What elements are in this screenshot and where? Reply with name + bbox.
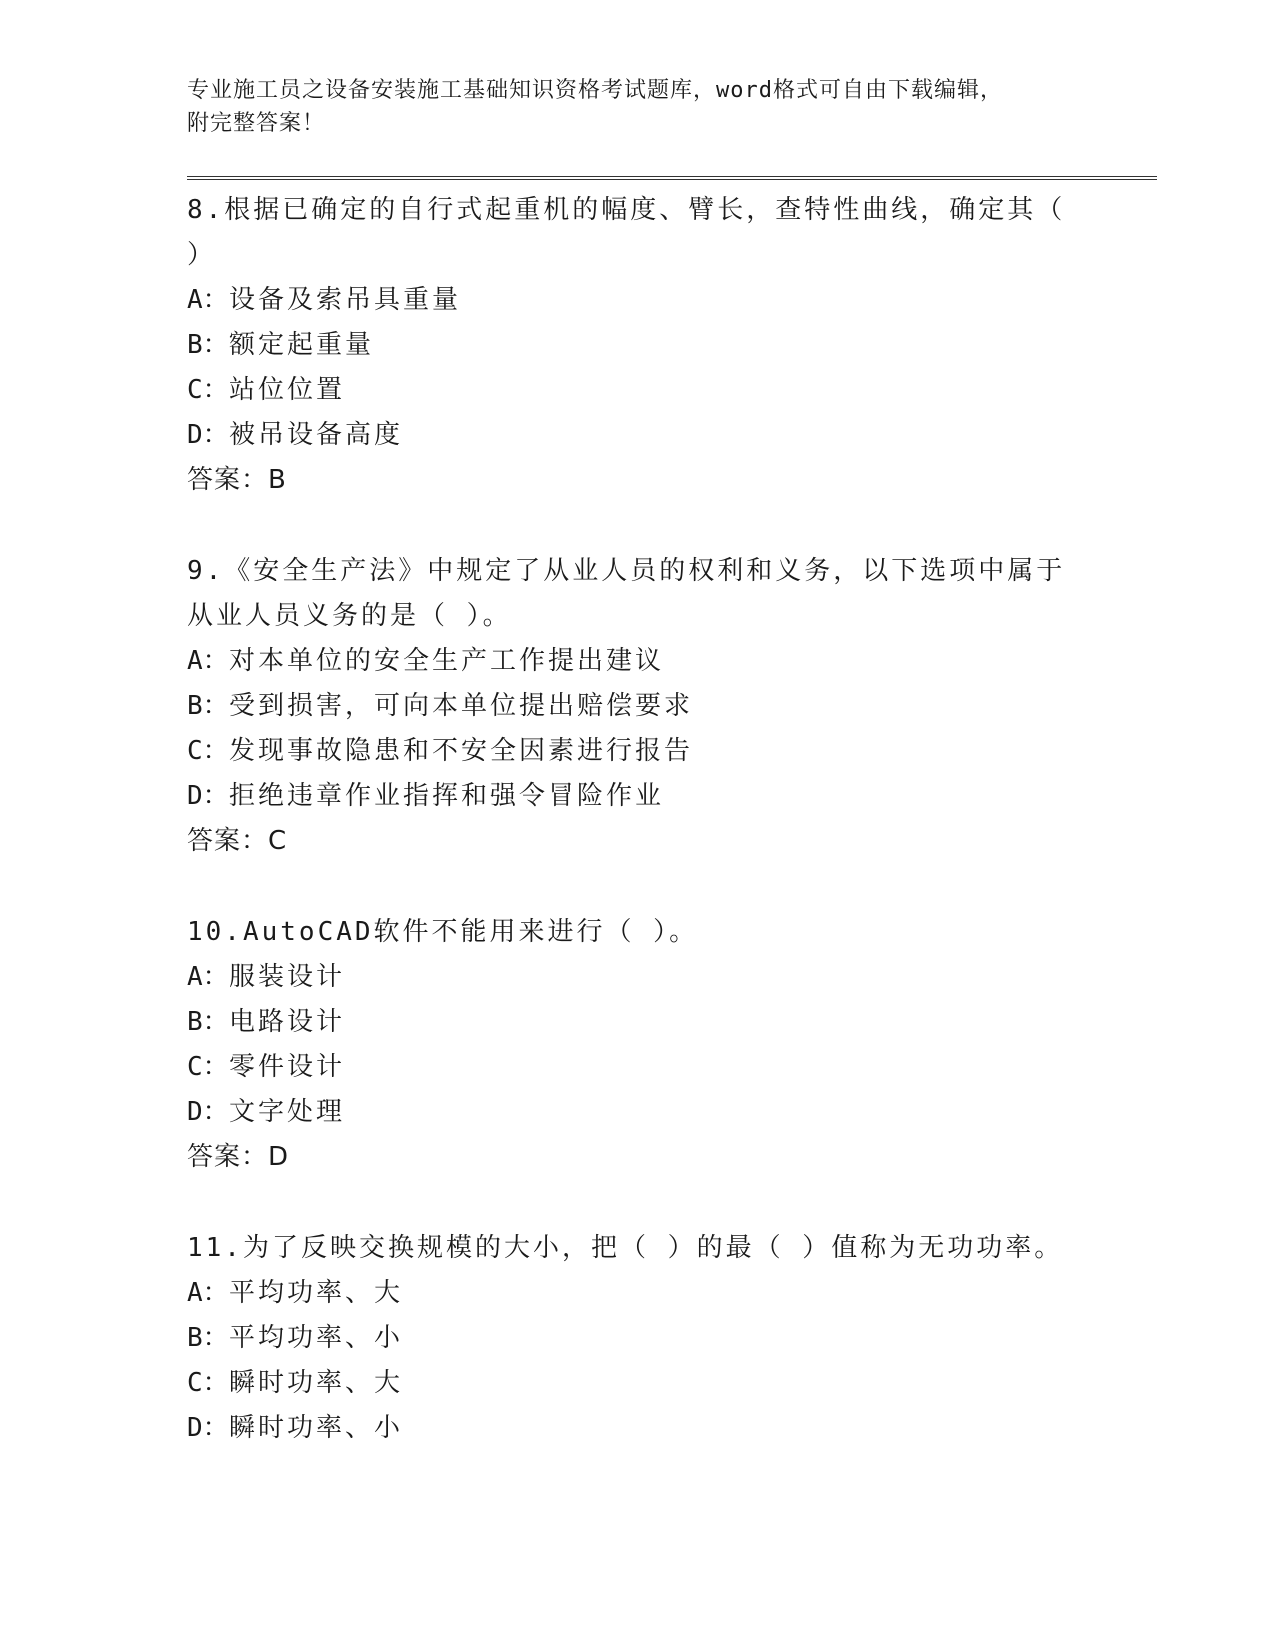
- option-key: C：: [187, 736, 229, 766]
- option-b: [187, 684, 1157, 729]
- header-double-rule: [187, 176, 1157, 180]
- option-text: 瞬时功率、大: [229, 1368, 404, 1398]
- document-header: [187, 74, 1157, 140]
- option-a: [187, 1271, 1157, 1316]
- question-stem: 8.根据已确定的自行式起重机的幅度、臂长，查特性曲线，确定其（: [187, 195, 1066, 225]
- option-c: [187, 1045, 1157, 1090]
- document-page: [187, 0, 1157, 1451]
- question-gap: [187, 503, 1157, 549]
- option-a: [187, 955, 1157, 1000]
- option-key: C：: [187, 375, 229, 405]
- option-key: A：: [187, 285, 229, 315]
- option-text: 服装设计: [229, 962, 346, 992]
- option-a: [187, 639, 1157, 684]
- option-key: D：: [187, 781, 229, 811]
- option-a: [187, 278, 1157, 323]
- option-text: 零件设计: [229, 1052, 346, 1082]
- option-text: 发现事故隐患和不安全因素进行报告: [229, 736, 694, 766]
- option-key: B：: [187, 1323, 229, 1353]
- option-text: 电路设计: [229, 1007, 346, 1037]
- option-text: 额定起重量: [229, 330, 375, 360]
- option-text: 站位位置: [229, 375, 346, 405]
- question-10: [187, 910, 1157, 1180]
- option-key: A：: [187, 962, 229, 992]
- question-gap: [187, 1180, 1157, 1226]
- question-stem: 11.为了反映交换规模的大小，把（ ）的最（ ）值称为无功功率。: [187, 1233, 1064, 1263]
- option-text: 平均功率、大: [229, 1278, 404, 1308]
- option-text: 被吊设备高度: [229, 420, 404, 450]
- option-key: C：: [187, 1368, 229, 1398]
- question-8: [187, 188, 1157, 503]
- question-gap: [187, 864, 1157, 910]
- option-d: [187, 413, 1157, 458]
- option-key: A：: [187, 646, 229, 676]
- option-text: 文字处理: [229, 1097, 346, 1127]
- question-9: [187, 549, 1157, 864]
- option-key: D：: [187, 1097, 229, 1127]
- answer-line: 答案：B: [187, 465, 287, 495]
- option-text: 拒绝违章作业指挥和强令冒险作业: [229, 781, 665, 811]
- option-key: D：: [187, 420, 229, 450]
- option-b: [187, 1316, 1157, 1361]
- header-line-1: 专业施工员之设备安装施工基础知识资格考试题库，word格式可自由下载编辑，: [187, 78, 1003, 103]
- option-c: [187, 368, 1157, 413]
- question-stem-continued: ）: [187, 240, 217, 270]
- option-key: B：: [187, 1007, 229, 1037]
- option-key: D：: [187, 1413, 229, 1443]
- option-key: B：: [187, 330, 229, 360]
- option-b: [187, 323, 1157, 368]
- question-stem: 9.《安全生产法》中规定了从业人员的权利和义务，以下选项中属于: [187, 556, 1066, 586]
- question-stem: 10.AutoCAD软件不能用来进行（ ）。: [187, 917, 699, 947]
- option-text: 设备及索吊具重量: [229, 285, 462, 315]
- option-key: C：: [187, 1052, 229, 1082]
- header-line-2: 附完整答案！: [187, 111, 326, 136]
- option-d: [187, 1406, 1157, 1451]
- option-text: 瞬时功率、小: [229, 1413, 404, 1443]
- option-key: A：: [187, 1278, 229, 1308]
- option-c: [187, 1361, 1157, 1406]
- answer-line: 答案：D: [187, 1142, 290, 1172]
- option-text: 平均功率、小: [229, 1323, 404, 1353]
- option-c: [187, 729, 1157, 774]
- option-b: [187, 1000, 1157, 1045]
- option-key: B：: [187, 691, 229, 721]
- question-stem-continued: 从业人员义务的是（ ）。: [187, 601, 512, 631]
- option-d: [187, 1090, 1157, 1135]
- question-11: [187, 1226, 1157, 1451]
- option-d: [187, 774, 1157, 819]
- option-text: 对本单位的安全生产工作提出建议: [229, 646, 665, 676]
- option-text: 受到损害，可向本单位提出赔偿要求: [229, 691, 694, 721]
- answer-line: 答案：C: [187, 826, 288, 856]
